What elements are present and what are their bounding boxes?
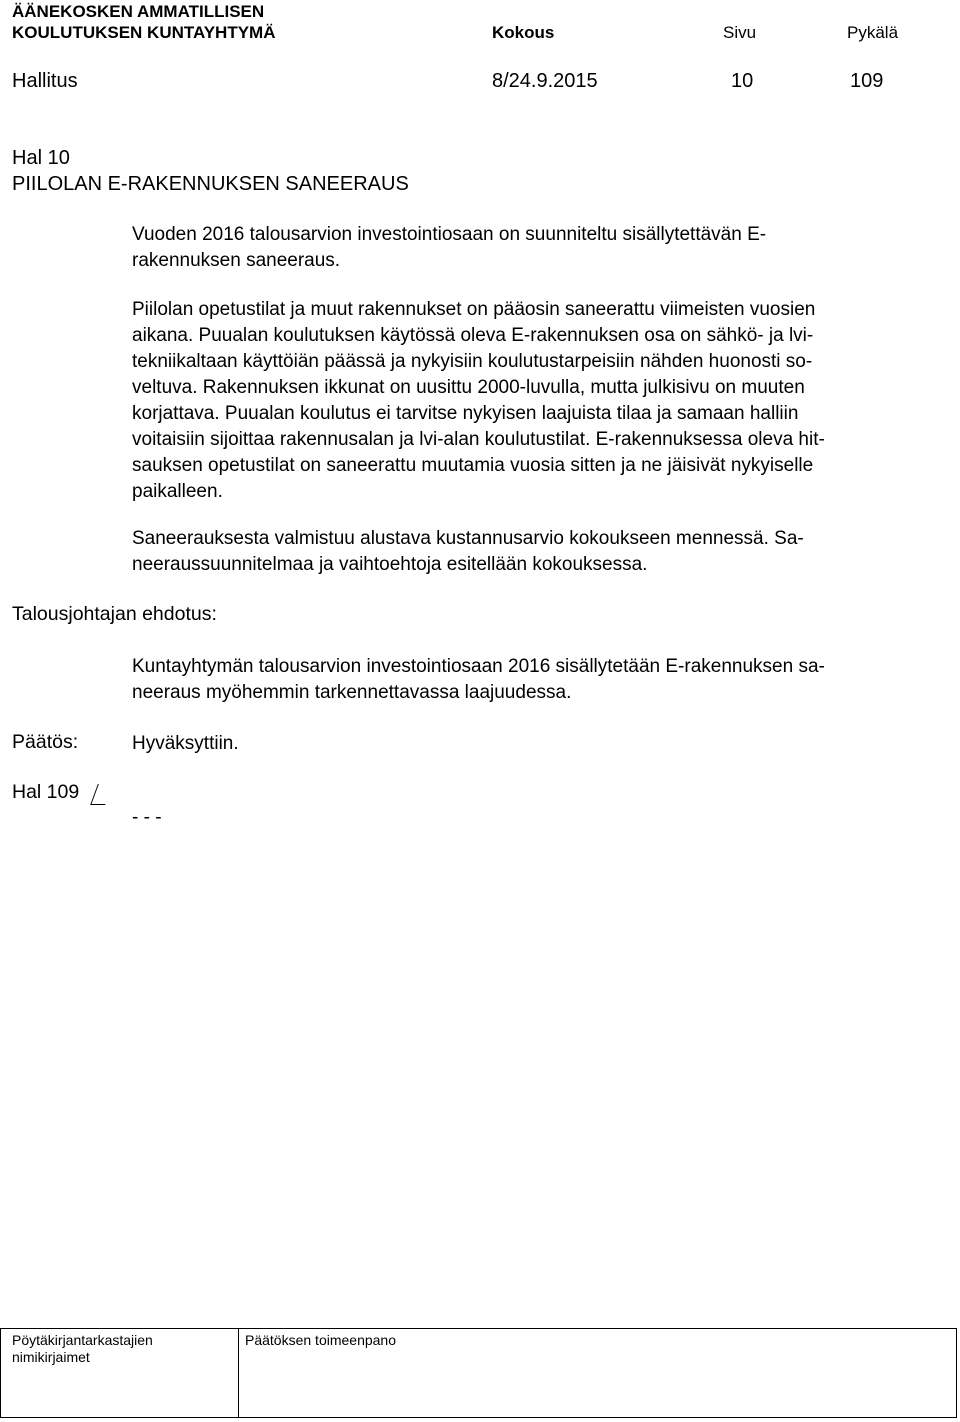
decision-label: Päätös: <box>12 731 79 753</box>
header-section-label: Pykälä <box>847 23 899 42</box>
paragraph-2 <box>132 297 932 505</box>
paragraph-line: rakennuksen saneeraus. <box>132 250 341 271</box>
reference-label: Hal 109 <box>12 781 80 803</box>
item-title: PIILOLAN E-RAKENNUKSEN SANEERAUS <box>12 173 409 195</box>
org-name-line1: ÄÄNEKOSKEN AMMATILLISEN <box>12 2 265 21</box>
paragraph-line: paikalleen. <box>132 481 223 502</box>
paragraph-line: veltuva. Rakennuksen ikkunat on uusittu 2000-luvulla, mutta julkisivu on muuten <box>132 377 805 398</box>
header-page-label: Sivu <box>723 23 757 42</box>
item-number: Hal 10 <box>12 147 70 169</box>
paragraph-line: voitaisiin sijoittaa rakennusalan ja lvi-alan koulutustilat. E-rakennuksessa oleva hit- <box>132 429 825 450</box>
paragraph-line: korjattava. Puualan koulutus ei tarvitse nykyisen laajuista tilaa ja samaan halliin <box>132 403 799 424</box>
paragraph-line: Saneerauksesta valmistuu alustava kustannusarvio kokoukseen mennessä. Sa- <box>132 528 804 549</box>
proposal-label: Talousjohtajan ehdotus: <box>12 603 217 625</box>
paragraph-line: aikana. Puualan koulutuksen käytössä oleva E-rakennuksen osa on sähkö- ja lvi- <box>132 325 814 346</box>
paragraph-line: neeraus myöhemmin tarkennettavassa laajuudessa. <box>132 682 572 703</box>
reference-mark <box>90 784 113 805</box>
signature-initials-label-line1: Pöytäkirjantarkastajien <box>12 1332 153 1348</box>
paragraph-line: Kuntayhtymän talousarvion investointiosaan 2016 sisällytetään E-rakennuksen sa- <box>132 656 825 677</box>
signature-initials-label-line2: nimikirjaimet <box>12 1349 90 1365</box>
paragraph-line: Vuoden 2016 talousarvion investointiosaan on suunniteltu sisällytettävän E- <box>132 224 767 245</box>
header-meeting-label: Kokous <box>492 23 555 42</box>
org-name-line2: KOULUTUKSEN KUNTAYHTYMÄ <box>12 23 276 42</box>
paragraph-line: sauksen opetustilat on saneerattu muutamia vuosia sitten ja ne jäisivät nykyiselle <box>132 455 814 476</box>
execution-label: Päätöksen toimeenpano <box>245 1332 396 1348</box>
section-number: 109 <box>850 70 884 92</box>
signature-divider <box>238 1329 239 1417</box>
paragraph-3 <box>132 526 932 578</box>
decision-text: Hyväksyttiin. <box>132 733 239 754</box>
paragraph-line: Piilolan opetustilat ja muut rakennukset on pääosin saneerattu viimeisten vuosien <box>132 299 816 320</box>
meeting-body: Hallitus <box>12 70 78 92</box>
signature-box <box>0 1328 957 1418</box>
meeting-date: 8/24.9.2015 <box>492 70 598 92</box>
proposal-text <box>132 654 932 706</box>
paragraph-1 <box>132 222 932 274</box>
page-number: 10 <box>731 70 754 92</box>
end-dashes: - - - <box>132 807 162 828</box>
paragraph-line: tekniikaltaan käyttöiän päässä ja nykyisiin koulutustarpeisiin nähden huonosti so- <box>132 351 813 372</box>
paragraph-line: neeraussuunnitelmaa ja vaihtoehtoja esitellään kokouksessa. <box>132 554 648 575</box>
